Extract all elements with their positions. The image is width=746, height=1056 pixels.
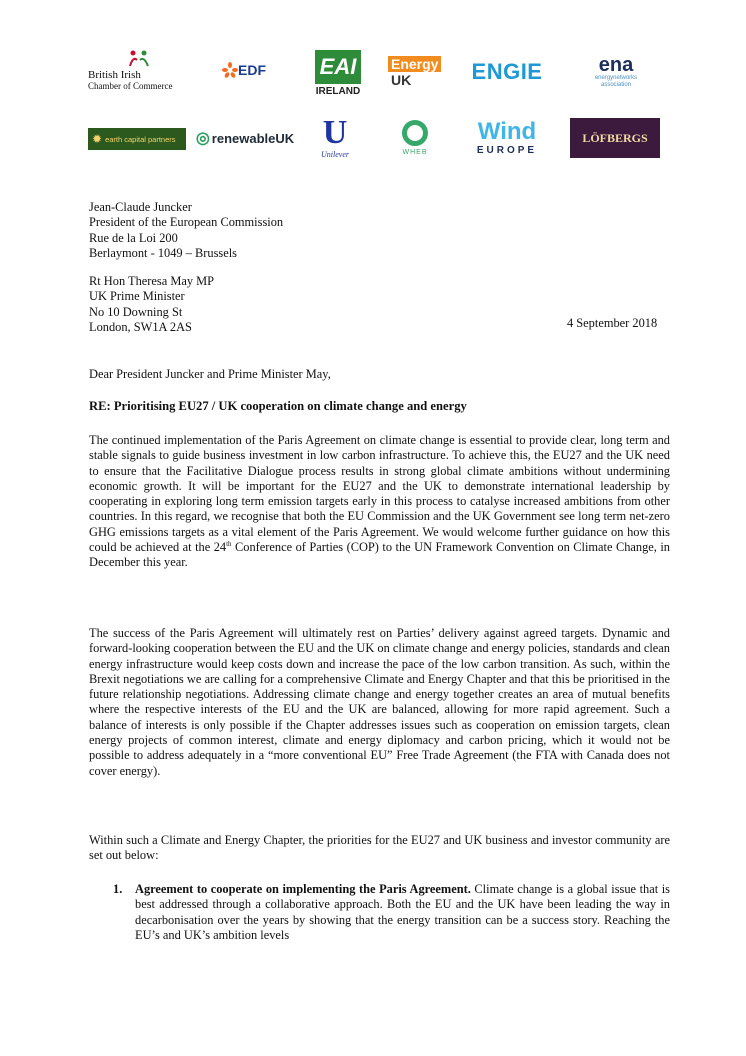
unilever-logo: [318, 114, 352, 160]
paragraph-1: [89, 433, 670, 571]
lofbergs-logo: LÖFBERGS: [570, 118, 660, 158]
energy-uk-text2: UK: [391, 72, 412, 88]
edf-text: EDF: [238, 62, 266, 78]
paragraph-1-text-end: Conference of Parties (COP) to the UN Framework Convention on Climate Change, in December this year.: [89, 540, 670, 570]
recipient-name: Jean-Claude Juncker: [89, 200, 192, 214]
bic-name: British Irish: [88, 69, 141, 81]
wheb-circle-icon: [402, 120, 428, 146]
list-item-text: Climate change is a global issue that is best addressed through a collaborative approach. Both the EU and the UK have been leading the way in decarbonisation over the years by showing that the energy transition can be a success story. Reaching the EU’s and UK’s ambition levels: [135, 882, 670, 942]
paragraph-3: Within such a Climate and Energy Chapter, the priorities for the EU27 and UK business and investor community are set out below:: [89, 833, 670, 863]
recipient-address-1: [89, 200, 283, 261]
wheb-logo: [393, 116, 437, 160]
recipient-street: Rue de la Loi 200: [89, 230, 178, 245]
chamber-figures-icon: [128, 50, 150, 68]
recipient-address-2: [89, 274, 214, 335]
unilever-text: Unilever: [321, 149, 349, 159]
renewable-ring-icon: ◎: [195, 130, 210, 147]
recipient-title: UK Prime Minister: [89, 289, 185, 304]
list-item-heading: Agreement to cooperate on implementing the Paris Agreement.: [135, 882, 471, 896]
ena-logo: [580, 52, 652, 92]
ecp-text: earth capital partners: [105, 134, 176, 144]
list-item-number: 1.: [113, 882, 123, 896]
ena-text: ena: [598, 54, 634, 76]
renewableuk-logo: [195, 124, 295, 152]
salutation: Dear President Juncker and Prime Minister May,: [89, 367, 331, 381]
paragraph-2: The success of the Paris Agreement will ultimately rest on Parties’ delivery against agreed targets. Dynamic and forward-looking cooperation between the EU and the UK on climate change and energy policies, standards and clean energy infrastructure would keep costs down and increase the pace of the low carbon transition. As such, within the Brexit negotiations we are calling for a comprehensive Climate and Energy Chapter and that this be prioritised in the future relationship negotiations. Addressing climate change and energy together creates an area of mutual benefits where the respective interests of the EU and the UK are balanced, allowing for more rapid agreement. Such a balance of interests is only possible if the Chapter addresses issues such as cooperation on emission targets, clean energy projects of common interest, climate and energy diplomacy and carbon pricing, which it would not be possible to address adequately in a “more conventional EU” Free Trade Agreement (the FTA with Canada does not cover energy).: [89, 626, 670, 778]
logo-strip: [88, 44, 668, 160]
wind-text: Wind: [477, 117, 537, 145]
renewableuk-text: renewableUK: [211, 130, 295, 146]
engie-logo: ENGIE: [471, 59, 543, 84]
ordinal-suffix: th: [226, 539, 232, 548]
bic-sub: Chamber of Commerce: [88, 81, 173, 91]
unilever-mark: U: [322, 113, 348, 151]
list-item: [135, 882, 670, 943]
windeurope-logo: [460, 116, 554, 158]
energy-uk-text1: Energy: [388, 56, 441, 72]
edf-logo: [216, 56, 272, 84]
sun-icon: ✹: [92, 132, 103, 146]
eai-mark: EAI: [315, 50, 361, 84]
recipient-title: President of the European Commission: [89, 215, 284, 230]
energy-uk-logo: [388, 50, 442, 94]
british-irish-chamber-logo: [88, 50, 186, 92]
ena-sub: energynetworks association: [594, 75, 638, 88]
europe-text: EUROPE: [476, 144, 538, 156]
recipient-city: Berlaymont - 1049 – Brussels: [89, 245, 237, 260]
recipient-street: No 10 Downing St: [89, 304, 183, 319]
eai-ireland-logo: [314, 48, 362, 98]
priority-list: [113, 882, 670, 943]
wheb-text: WHEB: [402, 149, 428, 156]
edf-flower-icon: [222, 62, 238, 78]
recipient-name: Rt Hon Theresa May MP: [89, 274, 215, 288]
subject-line: RE: Prioritising EU27 / UK cooperation on climate change and energy: [89, 399, 467, 413]
letter-date: 4 September 2018: [567, 316, 658, 330]
paragraph-1-text: The continued implementation of the Paris Agreement on climate change is essential to provide clear, long term and stable signals to guide business investment in low carbon infrastructure. To achieve this, the EU27 and the UK need to ensure that the Facilitative Dialogue process results in strong global climate ambitions without undermining economic growth. It will be important for the EU27 and the UK to demonstrate international leadership by cooperating in exploring long term emission targets early in this process to catalyse increased ambitions from other countries. In this regard, we recognise that both the EU Commission and the UK Government see long term net-zero GHG emissions targets as a vital element of the Paris Agreement. We would welcome further guidance on how this could be achieved at the 24: [89, 433, 670, 555]
eai-label: IRELAND: [315, 85, 361, 97]
earth-capital-partners-logo: [88, 128, 186, 150]
recipient-city: London, SW1A 2AS: [89, 319, 192, 334]
